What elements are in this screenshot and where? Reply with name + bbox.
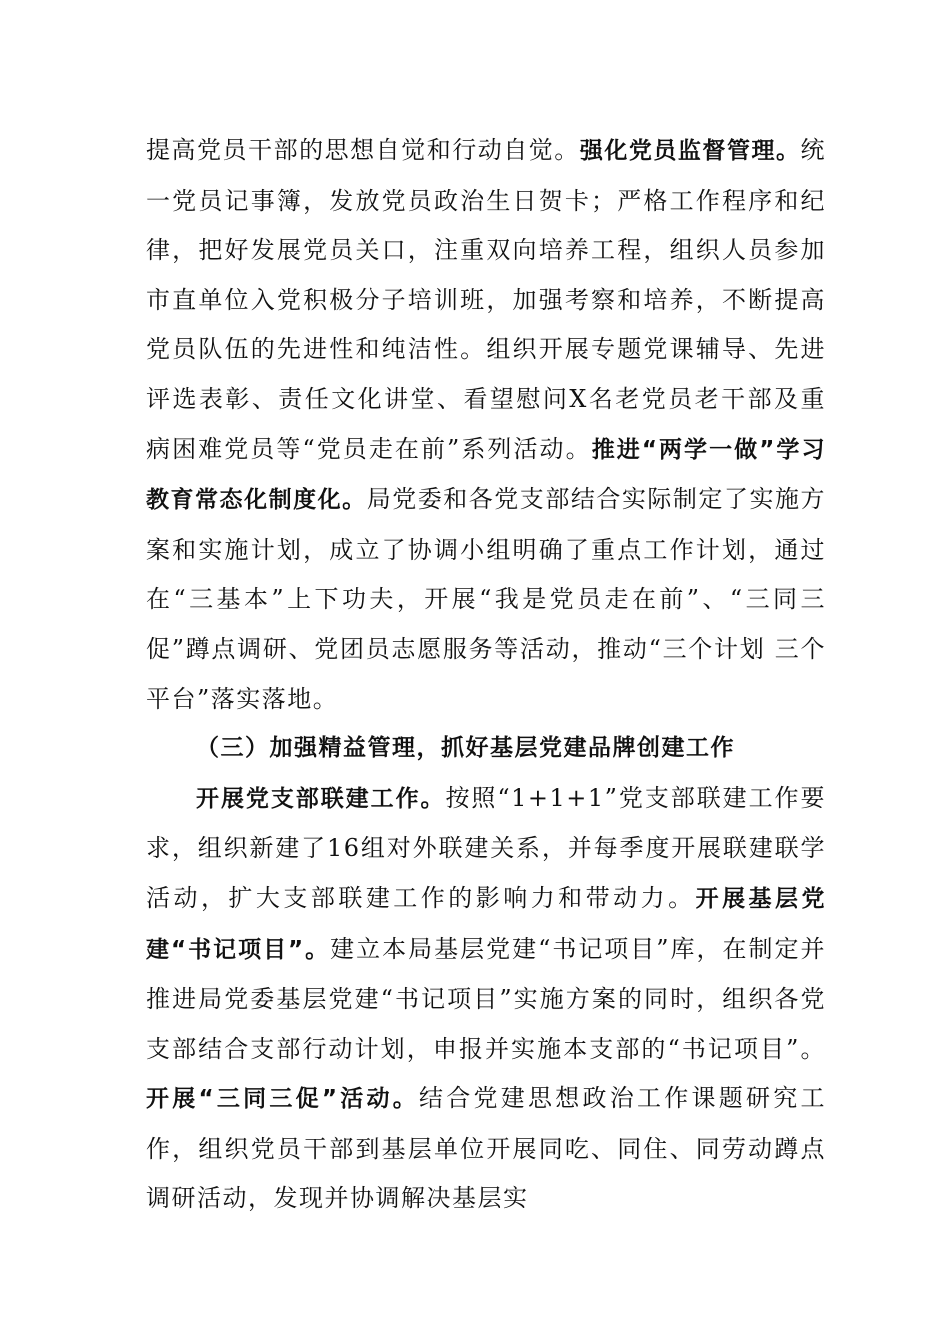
paragraph-2-text-3: 结合党建思想政治工作课题研究工作，组织党员干部到基层单位开展同吃、同住、同劳动蹲点调研活动，发现并协调解决基层实: [146, 1084, 827, 1213]
paragraph-2-text-1: 按照“1+1+1”党支部联建工作要求，组织新建了16组对外联建关系，并每季度开展联建联学活动，扩大支部联建工作的影响力和带动力。: [146, 783, 826, 912]
paragraph-1-bold-heading-1: 强化党员监督管理。: [579, 138, 801, 164]
paragraph-2-bold-heading-2: 开展基层党建“书记项目”。: [146, 885, 827, 963]
paragraph-1-text-2: 统一党员记事簿，发放党员政治生日贺卡；严格工作程序和纪律，把好发展党员关口，注重双向培养工程，组织人员参加市直单位入党积极分子培训班，加强考察和培养，不断提高党员队伍的先进性和纯洁性。组织开展专题党课辅导、先进评选表彰、责任文化讲堂、看望慰问X名老党员老干部及重病困难党员等“党员走在前”系列活动。: [146, 136, 827, 463]
paragraph-2-text-2: 建立本局基层党建“书记项目”库，在制定并推进局党委基层党建“书记项目”实施方案的同时，组织各党支部结合支部行动计划，申报并实施本支部的“书记项目”。: [146, 934, 826, 1063]
section-heading: （三）加强精益管理，抓好基层党建品牌创建工作: [196, 735, 735, 762]
paragraph-1-text-1: 提高党员干部的思想自觉和行动自觉。: [146, 136, 580, 164]
paragraph-1-text-3: 局党委和各党支部结合实际制定了实施方案和实施计划，成立了协调小组明确了重点工作计划，通过在“三基本”上下功夫，开展“我是党员走在前”、“三同三促”蹲点调研、党团员志愿服务等活动，推动“三个计划 三个平台”落实落地。: [146, 485, 827, 713]
paragraph-1: [146, 126, 826, 724]
document-page: [146, 126, 826, 1224]
paragraph-1-bold-heading-2: 推进“两学一做”学习教育常态化制度化。: [146, 436, 826, 514]
paragraph-2: [146, 774, 826, 1224]
paragraph-2-bold-heading-3: 开展“三同三促”活动。: [146, 1086, 419, 1113]
paragraph-2-bold-heading-1: 开展党支部联建工作。: [196, 785, 446, 812]
